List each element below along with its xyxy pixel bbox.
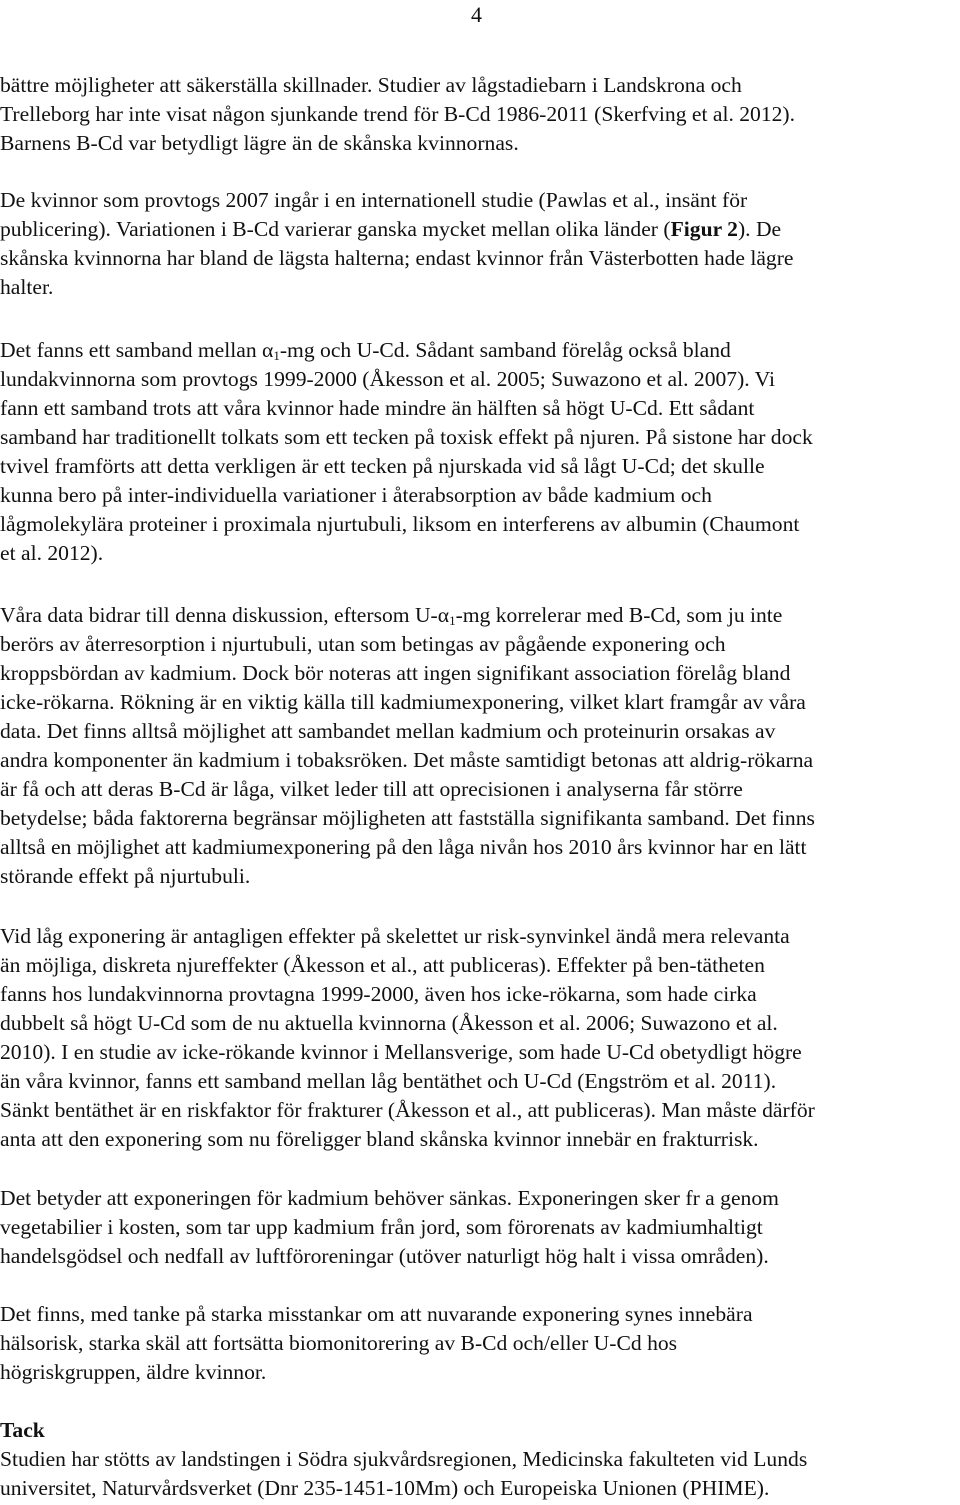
text-line: än våra kvinnor, fanns ett samband mellan låg bentäthet och U-Cd (Engström et al. 2011). xyxy=(0,1069,777,1093)
subscript: 1 xyxy=(273,348,280,363)
paragraph-4 xyxy=(0,601,960,891)
figure-reference[interactable]: Figur 2 xyxy=(670,217,738,241)
text-line xyxy=(0,336,960,365)
text-line: halter. xyxy=(0,275,54,299)
text-line: Det betyder att exponeringen för kadmium behöver sänkas. Exponeringen sker fr a genom xyxy=(0,1186,779,1210)
text-line xyxy=(0,215,960,244)
text-line: är få och att deras B-Cd är låga, vilket leder till att oprecisionen i analyserna får större xyxy=(0,777,743,801)
text-line: handelsgödsel och nedfall av luftföroreningar (utöver naturligt hög halt i vissa områden). xyxy=(0,1244,769,1268)
text-line: fanns hos lundakvinnorna provtagna 1999-2000, även hos icke-rökarna, som hade cirka xyxy=(0,982,757,1006)
text-line: icke-rökarna. Rökning är en viktig källa till kadmiumexponering, vilket klart framgår av våra xyxy=(0,690,806,714)
section-heading: Tack xyxy=(0,1418,45,1442)
text-line: data. Det finns alltså möjlighet att sambandet mellan kadmium och proteinurin orsakas av xyxy=(0,719,776,743)
paragraph-5 xyxy=(0,922,960,1154)
subscript: 1 xyxy=(449,613,456,628)
text-segment: Det fanns ett samband mellan α xyxy=(0,338,274,362)
text-line: Trelleborg har inte visat någon sjunkande trend för B-Cd 1986-2011 (Skerfving et al. 2012). xyxy=(0,102,796,126)
text-line: bättre möjligheter att säkerställa skillnader. Studier av lågstadiebarn i Landskrona och xyxy=(0,73,742,97)
text-line: dubbelt så högt U-Cd som de nu aktuella kvinnorna (Åkesson et al. 2006; Suwazono et al. xyxy=(0,1011,778,1035)
paragraph-1 xyxy=(0,71,960,158)
text-line: Studien har stötts av landstingen i Södra sjukvårdsregionen, Medicinska fakulteten vid Lunds xyxy=(0,1447,808,1471)
text-line: Sänkt bentäthet är en riskfaktor för frakturer (Åkesson et al., att publiceras). Man måste därför xyxy=(0,1098,815,1122)
text-line: vegetabilier i kosten, som tar upp kadmium från jord, som förorenats av kadmiumhaltigt xyxy=(0,1215,763,1239)
text-line: hälsorisk, starka skäl att fortsätta biomonitorering av B-Cd och/eller U-Cd hos xyxy=(0,1331,678,1355)
page-number: 4 xyxy=(471,2,482,27)
text-line: kroppsbördan av kadmium. Dock bör noteras att ingen signifikant association förelåg bland xyxy=(0,661,791,685)
text-line: Barnens B-Cd var betydligt lägre än de skånska kvinnornas. xyxy=(0,131,519,155)
text-line: andra komponenter än kadmium i tobaksröken. Det måste samtidigt betonas att aldrig-rökarna xyxy=(0,748,814,772)
text-line: tvivel framförts att detta verkligen är ett tecken på njurskada vid så lågt U-Cd; det skulle xyxy=(0,454,765,478)
paragraph-3 xyxy=(0,336,960,568)
text-line: betydelse; båda faktorerna begränsar möjligheten att fastställa signifikanta samband. Det finns xyxy=(0,806,815,830)
text-line: alltså en möjlighet att kadmiumexponering på den låga nivån hos 2010 års kvinnor har en lätt xyxy=(0,835,807,859)
text-line xyxy=(0,601,960,630)
text-segment: ). De xyxy=(737,217,782,241)
text-line: universitet, Naturvårdsverket (Dnr 235-1451-10Mm) och Europeiska Unionen (PHIME). xyxy=(0,1476,770,1500)
text-line: fann ett samband trots att våra kvinnor hade mindre än hälften så högt U-Cd. Ett sådant xyxy=(0,396,755,420)
paragraph-6 xyxy=(0,1184,960,1271)
text-line: anta att den exponering som nu föreligger bland skånska kvinnor innebär en frakturrisk. xyxy=(0,1127,759,1151)
text-line: Det finns, med tanke på starka misstankar om att nuvarande exponering synes innebära xyxy=(0,1302,753,1326)
text-line: 2010). I en studie av icke-rökande kvinnor i Mellansverige, som hade U-Cd obetydligt högre xyxy=(0,1040,802,1064)
text-line: Vid låg exponering är antagligen effekter på skelettet ur risk-synvinkel ändå mera relevanta xyxy=(0,924,790,948)
text-segment: -mg korrelerar med B-Cd, som ju inte xyxy=(455,603,783,627)
text-line: samband har traditionellt tolkats som ett tecken på toxisk effekt på njuren. På sistone har dock xyxy=(0,425,813,449)
text-line: berörs av återresorption i njurtubuli, utan som betingas av pågående exponering och xyxy=(0,632,726,656)
text-line: kunna bero på inter-individuella variationer i återabsorption av både kadmium och xyxy=(0,483,712,507)
text-line: skånska kvinnorna har bland de lägsta halterna; endast kvinnor från Västerbotten hade lägre xyxy=(0,246,794,270)
text-segment: Våra data bidrar till denna diskussion, eftersom U-α xyxy=(0,603,450,627)
text-line: De kvinnor som provtogs 2007 ingår i en internationell studie (Pawlas et al., insänt för xyxy=(0,188,748,212)
text-line: högriskgruppen, äldre kvinnor. xyxy=(0,1360,267,1384)
paragraph-7 xyxy=(0,1300,960,1387)
text-line: lundakvinnorna som provtogs 1999-2000 (Åkesson et al. 2005; Suwazono et al. 2007). Vi xyxy=(0,367,775,391)
paragraph-2 xyxy=(0,186,960,302)
text-line: lågmolekylära proteiner i proximala njurtubuli, liksom en interferens av albumin (Chaumont xyxy=(0,512,800,536)
text-segment: publicering). Variationen i B-Cd varierar ganska mycket mellan olika länder ( xyxy=(0,217,671,241)
text-segment: -mg och U-Cd. Sådant samband förelåg också bland xyxy=(279,338,731,362)
text-line: än möjliga, diskreta njureffekter (Åkesson et al., att publiceras). Effekter på ben-tätheten xyxy=(0,953,765,977)
acknowledgement-paragraph xyxy=(0,1445,960,1503)
text-line: störande effekt på njurtubuli. xyxy=(0,864,251,888)
text-line: et al. 2012). xyxy=(0,541,104,565)
